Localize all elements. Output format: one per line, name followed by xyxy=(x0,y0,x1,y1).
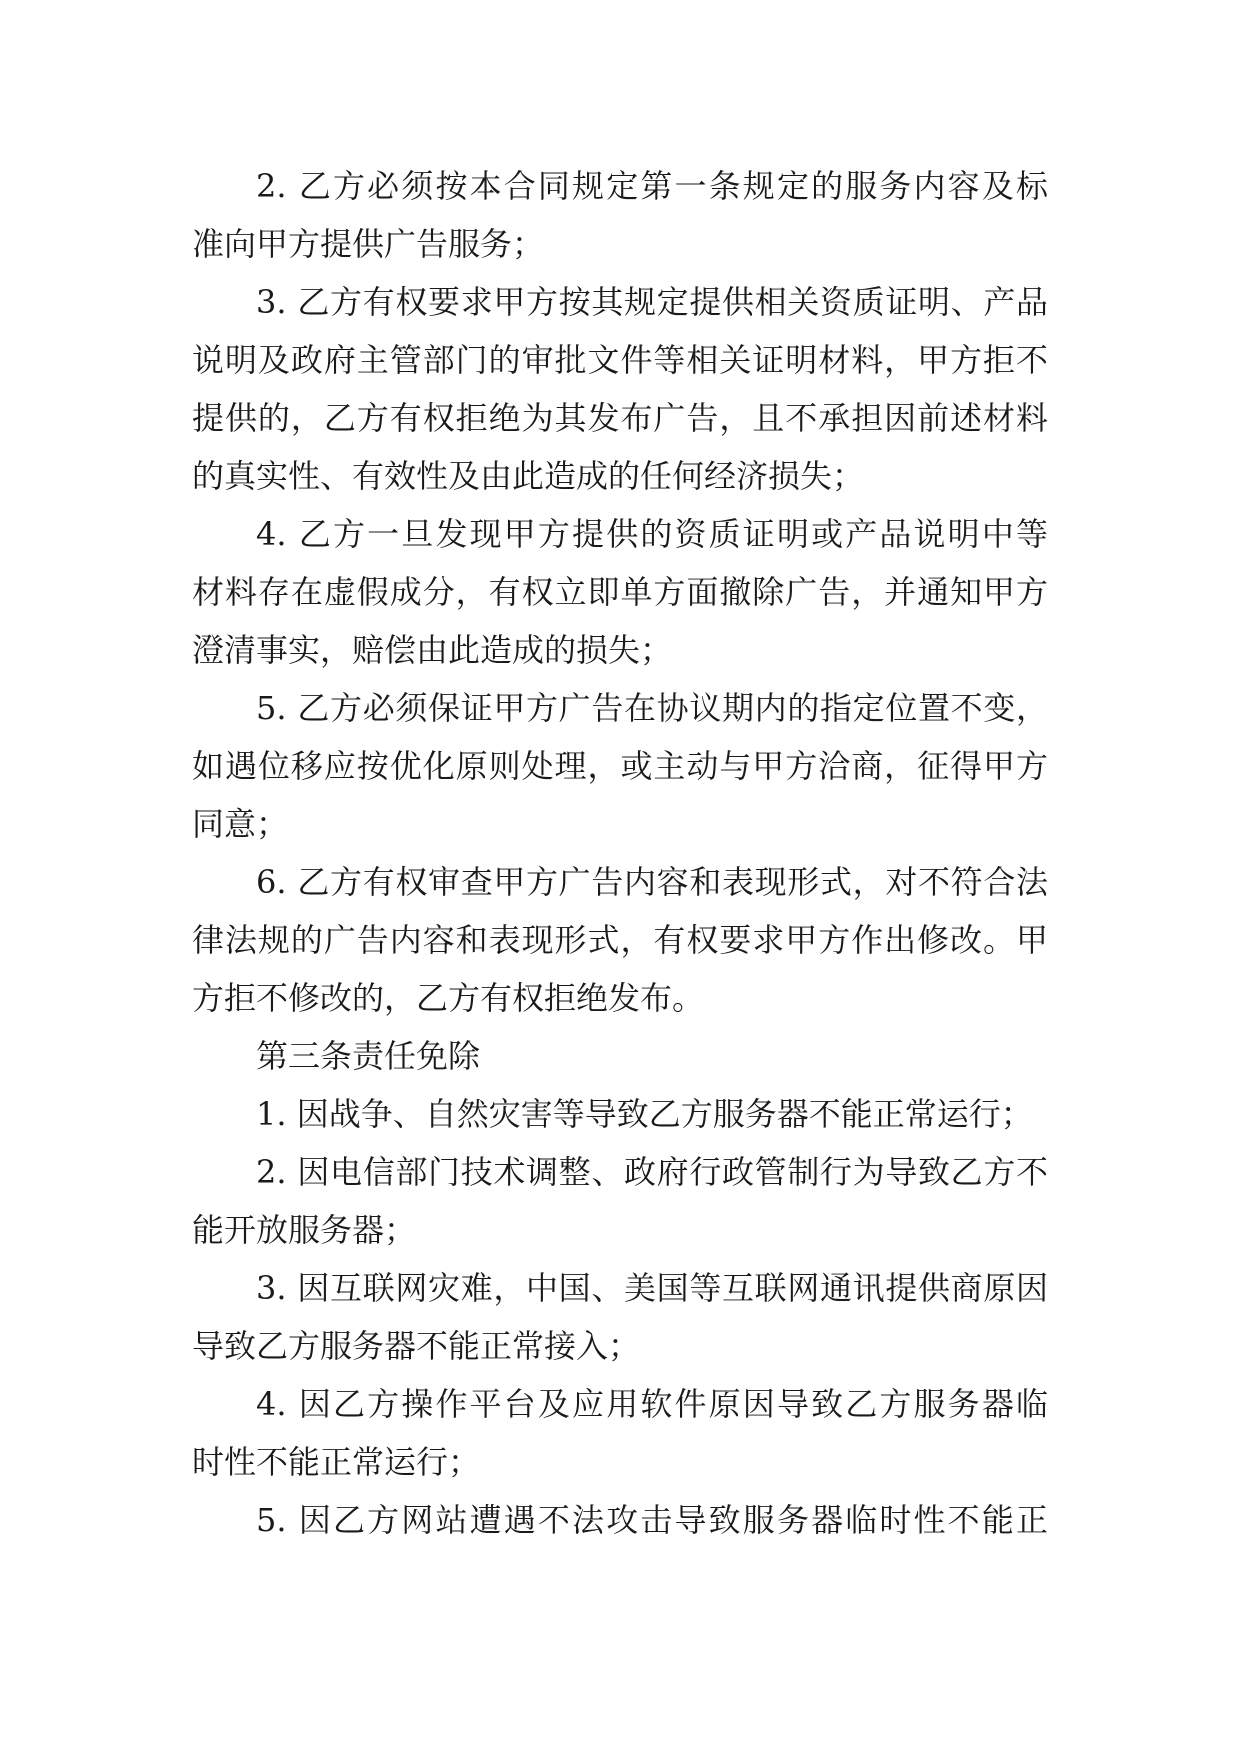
text-line: 4. 乙方一旦发现甲方提供的资质证明或产品说明中等 xyxy=(256,515,1048,553)
text-line: 1. 因战争、自然灾害等导致乙方服务器不能正常运行； xyxy=(256,1095,1033,1133)
text-line: 导致乙方服务器不能正常接入； xyxy=(192,1327,641,1365)
text-line: 律法规的广告内容和表现形式，有权要求甲方作出修改。甲 xyxy=(192,921,1048,959)
text-line: 时性不能正常运行； xyxy=(192,1443,481,1481)
text-line: 2. 因电信部门技术调整、政府行政管制行为导致乙方不 xyxy=(256,1153,1048,1191)
text-line: 的真实性、有效性及由此造成的任何经济损失； xyxy=(192,457,865,495)
text-line: 能开放服务器； xyxy=(192,1211,417,1249)
section-heading: 第三条责任免除 xyxy=(256,1037,481,1075)
text-line: 2. 乙方必须按本合同规定第一条规定的服务内容及标 xyxy=(256,167,1048,205)
text-line: 3. 因互联网灾难，中国、美国等互联网通讯提供商原因 xyxy=(256,1269,1048,1307)
text-line: 方拒不修改的，乙方有权拒绝发布。 xyxy=(192,979,705,1017)
text-line: 同意； xyxy=(192,805,289,843)
text-line: 6. 乙方有权审查甲方广告内容和表现形式，对不符合法 xyxy=(256,863,1048,901)
text-line: 3. 乙方有权要求甲方按其规定提供相关资质证明、产品 xyxy=(256,283,1048,321)
text-line: 5. 乙方必须保证甲方广告在协议期内的指定位置不变， xyxy=(256,689,1048,727)
text-line: 提供的，乙方有权拒绝为其发布广告，且不承担因前述材料 xyxy=(192,399,1048,437)
text-line: 说明及政府主管部门的审批文件等相关证明材料，甲方拒不 xyxy=(192,341,1048,379)
text-line: 5. 因乙方网站遭遇不法攻击导致服务器临时性不能正 xyxy=(256,1501,1048,1539)
text-line: 准向甲方提供广告服务； xyxy=(192,225,545,263)
text-line: 材料存在虚假成分，有权立即单方面撤除广告，并通知甲方 xyxy=(192,573,1048,611)
text-line: 如遇位移应按优化原则处理，或主动与甲方洽商，征得甲方 xyxy=(192,747,1048,785)
text-line: 4. 因乙方操作平台及应用软件原因导致乙方服务器临 xyxy=(256,1385,1048,1423)
text-line: 澄清事实，赔偿由此造成的损失； xyxy=(192,631,673,669)
